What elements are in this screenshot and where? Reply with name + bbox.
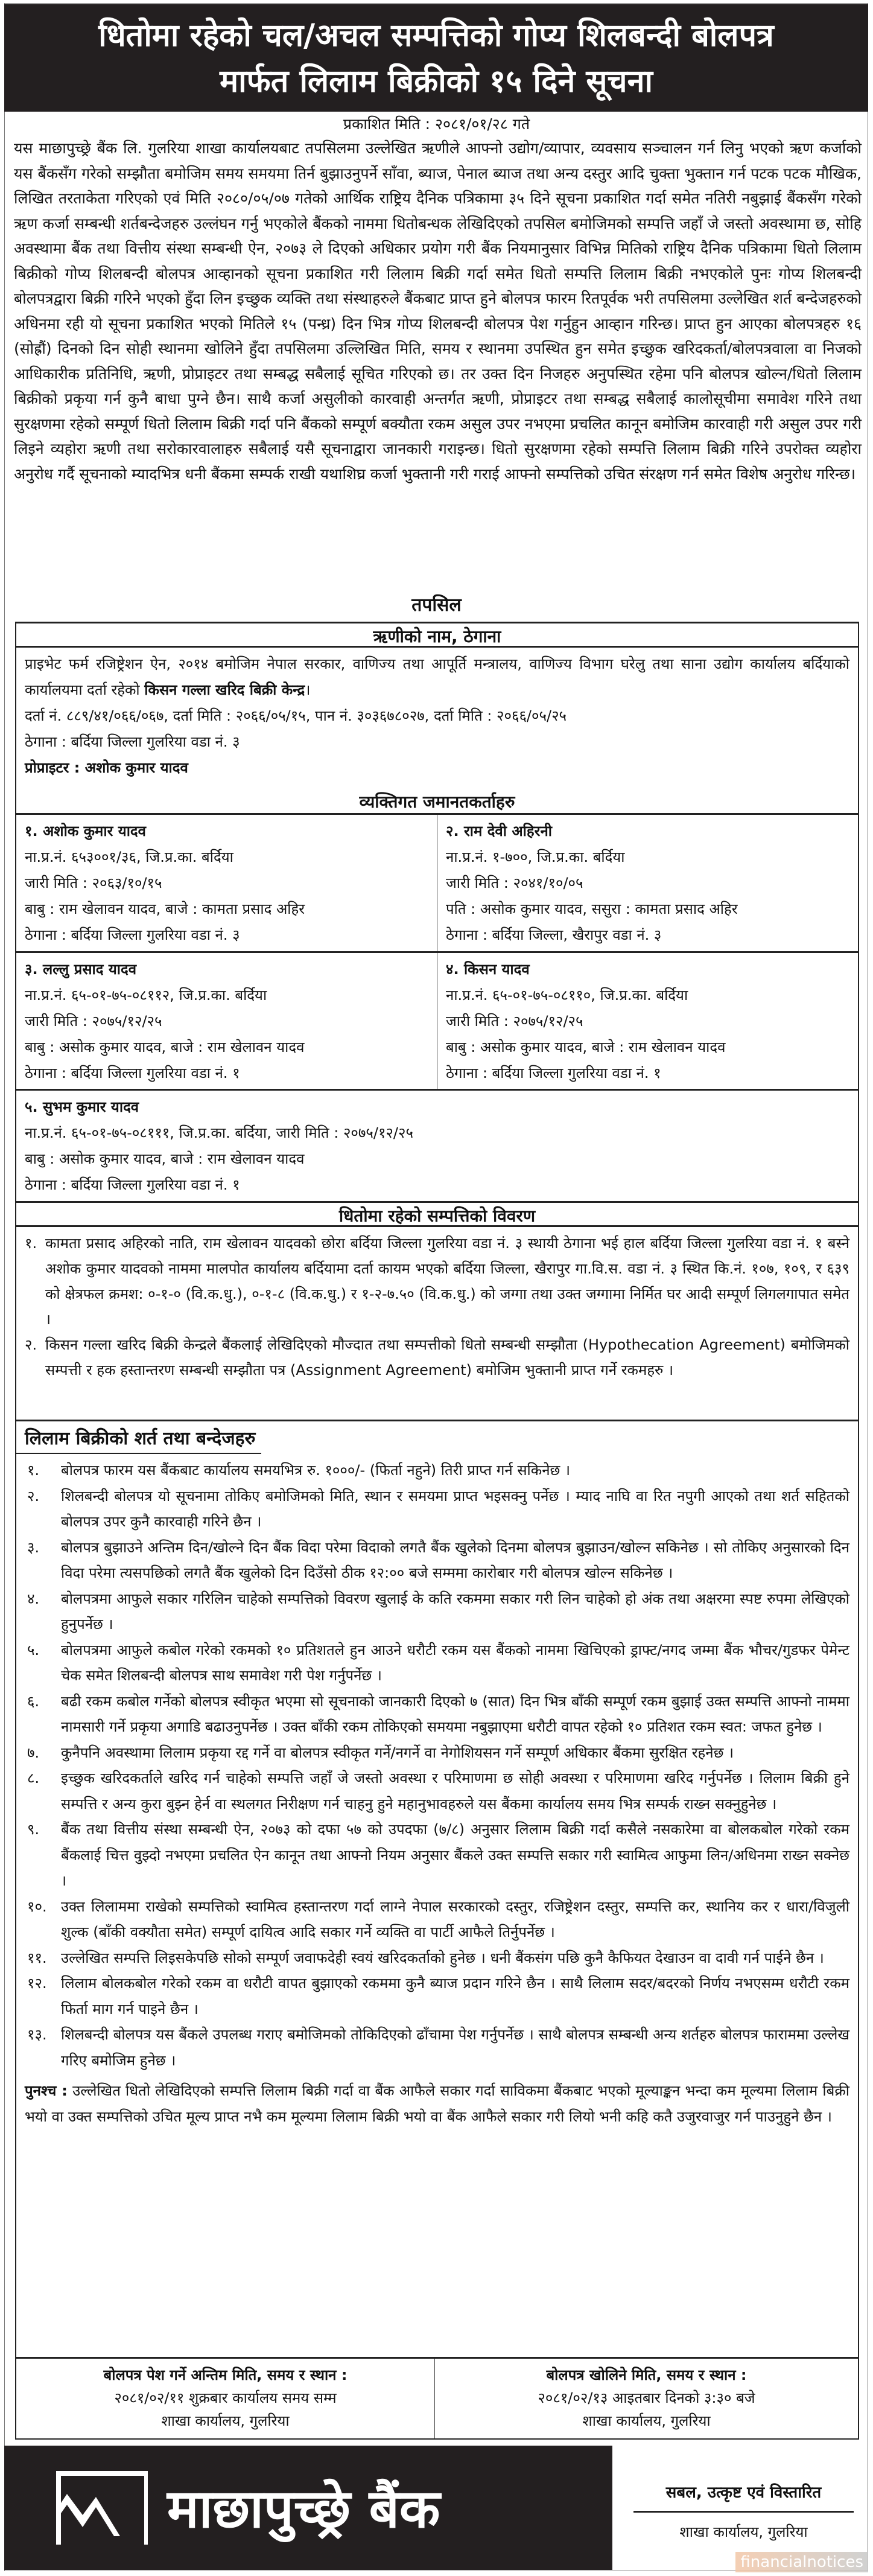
watermark: financialnotices [735,2552,868,2572]
borrower-proprietor: प्रोप्राइटर : अशोक कुमार यादव [25,759,188,776]
conditions-list [16,1454,858,2073]
item-number: ५. [27,1641,40,1659]
bank-brand-band [4,2446,612,2570]
guarantor-line: ना.प्र.नं. १-७००, जि.प्र.का. बर्दिया [446,849,625,866]
guarantor-line: ना.प्र.नं. ६५३००१/३६, जि.प्र.का. बर्दिया [25,849,233,866]
guarantor-5 [16,1089,858,1203]
condition-item [25,1637,849,1689]
condition-item [25,1458,849,1484]
schedule-title: तपसिल [411,595,462,616]
conditions-heading: लिलाम बिक्रीको शर्त तथा बन्देजहरु [16,1421,261,1454]
opening-datetime: २०८१/०२/१३ आइतबार दिनको ३:३० बजे [538,2389,755,2406]
opening-place: शाखा कार्यालय, गुलरिया [582,2412,711,2429]
submission-place: शाखा कार्यालय, गुलरिया [161,2412,290,2429]
item-text: बोलपत्र बुझाउने अन्तिम दिन/खोल्ने दिन बैंक विदा परेमा विदाको लगतै बैंक खुलेको दिनमा बोलपत्र बुझाउन/खोल्न सकिनेछ । सो तोकिए अनुसारको दिन विदा परेमा त्यसपछिको लगतै बैंक खुलेको दिन दिउँसो ठीक १२:०० बजे सम्ममा कारोबार गरी बोलपत्र खोल्न सकिनेछ । [61,1538,849,1581]
guarantor-line: पति : असोक कुमार यादव, ससुरा : कामता प्रसाद अहिर [446,901,738,917]
guarantor-line: ना.प्र.नं. ६५-०१-७५-०८११२, जि.प्र.का. बर्दिया [25,987,267,1004]
item-number: १. [27,1462,40,1479]
guarantor-line: ठेगाना : बर्दिया जिल्ला गुलरिया वडा नं. १ [25,1065,240,1082]
bank-branch: शाखा कार्यालय, गुलरिया [679,2523,808,2540]
guarantor-line: ठेगाना : बर्दिया जिल्ला गुलरिया वडा नं. ३ [25,926,240,943]
borrower-description-text: प्राइभेट फर्म रजिष्ट्रेशन ऐन, २०१४ बमोजिम नेपाल सरकार, वाणिज्य तथा आपूर्ति मन्त्रालय, वाणिज्य विभाग घरेलु तथा साना उद्योग कार्यालय बर्दियाको कार्यालयमा दर्ता रहेको [25,655,849,698]
submission-datetime: २०८१/०२/११ शुक्रबार कार्यालय समय सम्म [114,2389,337,2406]
property-section [15,1201,859,1420]
condition-item [25,1894,849,1945]
condition-item [25,1535,849,1586]
item-text: लिलाम बोलकबोल गरेको रकम वा धरौटी वापत बुझाएको रकममा कुनै ब्याज प्रदान गरिने छैन । साथै लिलाम सदर/बदरको निर्णय नभएसम्म धरौटी रकम फिर्ता माग गर्न पाइने छैन । [61,1975,849,2018]
postscript [16,2073,858,2129]
condition-item [25,1689,849,1740]
condition-item [25,1817,849,1894]
guarantor-line: बाबु : असोक कुमार यादव, बाजे : राम खेलावन यादव [25,1039,305,1056]
bid-schedule [15,2357,859,2440]
item-text: कुनैपनि अवस्थामा लिलाम प्रकृया रद्द गर्ने वा बोलपत्र स्वीकृत गर्ने/नगर्ने वा नेगोशियसन गर्ने सम्पूर्ण अधिकार बैंकमा सुरक्षित रहनेछ । [61,1744,734,1761]
guarantor-name: २. राम देवी अहिरनी [446,823,552,840]
item-number: २. [27,1487,40,1505]
borrower-details [16,648,858,785]
borrower-registration: दर्ता नं. ८८९/४१/०६६/०६७, दर्ता मिति : २०६६/०५/१५, पान नं. ३०३६७८०२७, दर्ता मिति : २०६६/०५/२५ [25,707,567,724]
guarantor-line: जारी मिति : २०४१/१०/०५ [446,875,583,891]
opening-heading: बोलपत्र खोलिने मिति, समय र स्थान : [546,2367,747,2383]
notice-header [4,4,868,112]
borrower-section [15,622,859,789]
conditions-section [15,1420,859,2357]
item-text: बोलपत्र फारम यस बैंकबाट कार्यालय समयभित्र रु. १०००/- (फिर्ता नहुने) तिरी प्राप्त गर्न सकिनेछ । [61,1462,571,1479]
guarantor-row [16,815,858,951]
guarantor-name: १. अशोक कुमार यादव [25,823,147,840]
item-number: ८. [27,1770,40,1787]
postscript-label: पुनश्च : [25,2082,68,2099]
item-number: १२. [27,1975,47,1992]
mountain-icon [54,2470,150,2548]
guarantor-line: ठेगाना : बर्दिया जिल्ला, खैरापुर वडा नं. ३ [446,926,662,943]
guarantor-row [16,951,858,1089]
item-number: ११. [27,1949,47,1966]
property-item [25,1332,849,1383]
borrower-address: ठेगाना : बर्दिया जिल्ला गुलरिया वडा नं. ३ [25,733,240,750]
item-number: १. [25,1235,37,1252]
item-text: बोलपत्रमा आफुले कबोल गरेको रकमको १० प्रतिशतले हुन आउने धरौटी रकम यस बैंकको नाममा खिचिएको ड्राफ्ट/नगद जम्मा बैंक भौचर/गुडफर पेमेन्ट चेक समेत शिलबन्दी बोलपत्र साथ समावेश गरी पेश गर्नुपर्नेछ । [61,1641,849,1684]
guarantor-line: जारी मिति : २०७५/१२/२५ [446,1013,583,1030]
bank-tagline: सबल, उत्कृष्ट एवं विस्तारित [633,2481,854,2513]
title-line-1: धितोमा रहेको चल/अचल सम्पत्तिको गोप्य शिलबन्दी बोलपत्र [98,18,774,54]
guarantor-line: जारी मिति : २०६३/१०/१५ [25,875,162,891]
condition-item [25,1740,849,1766]
guarantors-heading: व्यक्तिगत जमानतकर्ताहरु [16,789,858,815]
item-text: किसन गल्ला खरिद बिक्री केन्द्रले बैंकलाई लेखिदिएको मौज्दात तथा सम्पत्तीको धितो सम्बन्धी सम्झौता (Hypothecation Agreement) बमोजिमको सम्पत्ती र हक हस्तान्तरण सम्बन्धी सम्झौता पत्र (Assignment Agreement) बमोजिम भुक्तानी प्राप्त गर्ने रकमहरु । [45,1336,849,1379]
submission-heading: बोलपत्र पेश गर्ने अन्तिम मिति, समय र स्थान : [103,2367,348,2383]
item-number: ६. [27,1692,40,1710]
guarantor-1 [16,815,437,951]
guarantor-3 [16,953,437,1089]
item-number: ३. [27,1538,40,1556]
property-list [16,1227,858,1386]
published-date: प्रकाशित मिति : २०८१/०१/२८ गते [343,115,530,133]
guarantor-2 [437,815,858,951]
borrower-heading: ऋणीको नाम, ठेगाना [16,622,858,648]
submission-deadline [16,2359,435,2438]
item-text: कामता प्रसाद अहिरको नाति, राम खेलावन यादवको छोरा बर्दिया जिल्ला गुलरिया वडा नं. ३ स्थायी ठेगाना भई हाल बर्दिया जिल्ला गुलरिया वडा नं. १ बस्ने अशोक कुमार यादवको नाममा मालपोत कार्यालय बर्दियामा दर्ता कायम भएको बर्दिया जिल्ला, खैरापुर गा.वि.स. वडा नं. ३ स्थित कि.नं. १०७, १०९, र ६३९ को क्षेत्रफल क्रमश: ०-१-० (वि.क.धु.), ०-१-८ (वि.क.धु.) र १-२-७.५० (वि.क.धु.) को जग्गा तथा उक्त जग्गामा निर्मित घर आदी सम्पूर्ण लिगलगापात समेत । [45,1235,849,1328]
bank-name: माछापुच्छ्रे बैंक [167,2478,440,2540]
condition-item [25,1765,849,1817]
item-number: १३. [27,2026,47,2043]
condition-item [25,2022,849,2073]
intro-paragraph: यस माछापुच्छ्रे बैंक लि. गुलरिया शाखा कार्यालयबाट तपसिलमा उल्लेखित ऋणीले आफ्नो उद्योग/व्यापार, व्यवसाय सञ्चालन गर्न लिनु भएको ऋण कर्जाको यस बैंकसँग गरेको सम्झौता बमोजिम समय समयमा तिर्न बुझाउनुपर्ने साँवा, ब्याज, पेनाल ब्याज तथा अन्य दस्तुर आदि चुक्ता भुक्तान गर्न पटक पटक मौखिक, लिखित तरताकेता गरिएको एवं मिति २०८०/०५/०७ गतेको आर्थिक राष्ट्रिय दैनिक पत्रिकामा ३५ दिने सूचना प्रकाशित गर्दा समेत नतिरी नबुझाई बैंकसँग गरेको ऋण कर्जा सम्बन्धी शर्तबन्देजहरु उल्लंघन गर्नु भएकोले बैंकको नाममा धितोबन्धक लेखिदिएको तपसिल बमोजिमको सम्पत्ति जहाँ जे जस्तो अवस्थामा छ, सोहि अवस्थामा बैंक तथा वित्तीय संस्था सम्बन्धी ऐन, २०७३ ले दिएको अधिकार प्रयोग गरी बैंक नियमानुसार विभिन्न मितिको राष्ट्रिय दैनिक पत्रिकामा धितो लिलाम बिक्रीको गोप्य शिलबन्दी बोलपत्र आव्हानको सूचना प्रकाशित गरी लिलाम बिक्री गर्दा समेत धितो सम्पत्ति लिलाम बिक्री नभएकोले पुनः गोप्य शिलबन्दी बोलपत्रद्वारा बिक्री गरिने भएको हुँदा लिन इच्छुक व्यक्ति तथा संस्थाहरुले बैंकबाट प्राप्त हुने बोलपत्र फारम रितपूर्वक भरी तपसिलमा उल्लेखित शर्त बन्देजहरुको अधिनमा रही यो सूचना प्रकाशित भएको मितिले १५ (पन्ध्र) दिन भित्र गोप्य शिलबन्दी बोलपत्र पेश गर्नुहुन आव्हान गरिन्छ। प्राप्त हुन आएका बोलपत्रहरु १६ (सोह्रौं) दिनको दिन सोही स्थानमा खोलिने हुँदा तपसिलमा उल्लिखित मिति, समय र स्थानमा उपस्थित हुन समेत इच्छुक खरिदकर्ता/बोलपत्रवाला वा निजको आधिकारीक प्रतिनिधि, ऋणी, प्रोप्राइटर तथा सम्बद्ध सबैलाई सूचित गरिएको छ। तर उक्त दिन निजहरु अनुपस्थित रहेमा पनि बोलपत्र खोल्न/धितो लिलाम बिक्रीको प्रकृया गर्न कुनै बाधा पुग्ने छैन। साथै कर्जा असुलीको कारवाही अन्तर्गत ऋणी, प्रोप्राइटर तथा सम्बद्ध सबैलाई कालोसूचीमा समावेश गरिने तथा सुरक्षणमा रहेको सम्पूर्ण धितो लिलाम बिक्री गर्दा पनि बैंकको सम्पूर्ण बक्यौता रकम असुल उपर नभएमा प्रचलित कानून बमोजिम कारवाही गरी असुल उपर गरी लिइने व्यहोरा ऋणी तथा सरोकारवालाहरु सबैलाई यसै सूचनाद्वारा जानकारी गराइन्छ। धितो सुरक्षणमा रहेको सम्पत्ति लिलाम बिक्री गरिने उपरोक्त व्यहोरा अनुरोध गर्दै सूचनाको म्यादभित्र धनी बैंकमा सम्पर्क राखी यथाशिघ्र कर्जा भुक्तानी गरी गराई आफ्नो सम्पत्तिको उचित संरक्षण गर्न समेत विशेष अनुरोध गरिन्छ। [14,139,862,483]
item-text: बोलपत्रमा आफुले सकार गरिलिन चाहेको सम्पत्तिको विवरण खुलाई के कति रकममा सकार गरी लिन चाहेको हो अंक तथा अक्षरमा स्पष्ट रुपमा लेखिएको हुनुपर्नेछ । [61,1590,849,1633]
item-number: ९. [27,1821,40,1838]
item-text: बैंक तथा वित्तीय संस्था सम्बन्धी ऐन, २०७३ को दफा ५७ को उपदफा (७/८) अनुसार लिलाम बिक्री गर्दा कसैले नसकारेमा वा बोलकबोल गरेको रकम बैंकलाई चित्त वुझ्दो नभएमा प्रचलित ऐन कानून तथा आफ्नो नियम अनुसार बैंकले उक्त सम्पत्ति सकार गरी स्वामित्व आफुमा लिन/अधिनमा राख्न सक्नेछ । [61,1821,849,1889]
item-text: बढी रकम कबोल गर्नेको बोलपत्र स्वीकृत भएमा सो सूचनाको जानकारी दिएको ७ (सात) दिन भित्र बाँकी सम्पूर्ण रकम बुझाई उक्त सम्पत्ति आफ्नो नाममा नामसारी गर्ने प्रकृया अगाडि बढाउनुपर्नेछ । उक्त बाँकी रकम तोकिएको समयमा नबुझाएमा धरौटी वापत रहेको १० प्रतिशत रकम स्वत: जफत हुनेछ । [61,1692,849,1735]
guarantor-name: ३. लल्लु प्रसाद यादव [25,961,137,978]
title-line-2: मार्फत लिलाम बिक्रीको १५ दिने सूचना [220,63,653,100]
property-heading: धितोमा रहेको सम्पत्तिको विवरण [16,1201,858,1227]
item-text: उक्त लिलाममा राखेको सम्पत्तिको स्वामित्व हस्तान्तरण गर्दा लाग्ने नेपाल सरकारको दस्तुर, रजिष्ट्रेशन दस्तुर, सम्पत्ति कर, स्थानिय कर र धारा/विजुली शुल्क (बाँकी वक्यौता समेत) सम्पूर्ण दायित्व आदि सकार गर्ने व्यक्ति वा पार्टी आफैले तिर्नुपर्नेछ । [61,1898,849,1940]
guarantor-line: बाबु : असोक कुमार यादव, बाजे : राम खेलावन यादव [25,1150,305,1167]
guarantor-line: बाबु : असोक कुमार यादव, बाजे : राम खेलावन यादव [446,1039,726,1056]
guarantor-line: बाबु : राम खेलावन यादव, बाजे : कामता प्रसाद अहिर [25,901,305,917]
condition-item [25,1945,849,1971]
end-mark: । [305,681,311,698]
guarantor-line: ठेगाना : बर्दिया जिल्ला गुलरिया वडा नं. १ [25,1176,240,1193]
postscript-text: उल्लेखित धितो लेखिदिएको सम्पत्ति लिलाम बिक्री गर्दा वा बैंक आफैले सकार गर्दा साविकमा बैंकबाट भएको मूल्याङ्कन भन्दा कम मूल्यमा लिलाम बिक्री भयो वा उक्त सम्पत्तिको उचित मूल्य प्राप्त नभै कम मूल्यमा लिलाम बिक्री भयो वा बैंक आफैले सकार गरी लियो भनी कहि कतै उजुरवाजुर गर्न पाउनुहुने छैन । [25,2082,849,2125]
guarantor-line: जारी मिति : २०७५/१२/२५ [25,1013,162,1030]
guarantors-section [15,789,859,1201]
item-text: शिलबन्दी बोलपत्र यो सूचनामा तोकिए बमोजिमको मिति, स्थान र समयमा प्राप्त भइसक्नु पर्नेछ । म्याद नाघि वा रित नपुगी आएको तथा शर्त सहितको बोलपत्र उपर कुनै कारवाही गरिने छैन । [61,1487,849,1530]
item-text: शिलबन्दी बोलपत्र यस बैंकले उपलब्ध गराए बमोजिमको तोकिदिएको ढाँचामा पेश गर्नुपर्नेछ । साथै बोलपत्र सम्बन्धी अन्य शर्तहरु बोलपत्र फाराममा उल्लेख गरिए बमोजिम हुनेछ । [61,2026,849,2069]
guarantor-line: ना.प्र.नं. ६५-०१-७५-०८१११, जि.प्र.का. बर्दिया, जारी मिति : २०७५/१२/२५ [25,1124,413,1141]
item-text: इच्छुक खरिदकर्ताले खरिद गर्न चाहेको सम्पत्ति जहाँ जे जस्तो अवस्था र परिमाणमा छ सोही अवस्था र परिमाणमा खरिद गर्नुपर्नेछ । लिलाम बिक्री हुने सम्पत्ति र अन्य कुरा बुझ्न हेर्न वा स्थलगत निरीक्षण गर्न चाहनु हुने महानुभावहरुले यस बैंकमा कार्यालय समय भित्र सम्पर्क राख्न सक्नुहुनेछ । [61,1770,849,1812]
borrower-description [25,651,849,703]
item-number: ४. [27,1590,40,1607]
guarantor-line: ना.प्र.नं. ६५-०१-७५-०८११०, जि.प्र.का. बर्दिया [446,987,688,1004]
condition-item [25,1586,849,1637]
guarantor-name: ४. किसन यादव [446,961,530,978]
item-number: २. [25,1336,37,1353]
property-item [25,1231,849,1332]
opening-schedule [435,2359,858,2438]
item-number: ७. [27,1744,40,1761]
condition-item [25,1484,849,1535]
item-text: उल्लेखित सम्पत्ति लिइसकेपछि सोको सम्पूर्ण जवाफदेही स्वयं खरिदकर्ताको हुनेछ । धनी बैंकसंग पछि कुनै कैफियत देखाउन वा दावी गर्न पाईने छैन । [61,1949,824,1966]
bank-tagline-block [633,2481,854,2544]
condition-item [25,1971,849,2022]
guarantor-line: ठेगाना : बर्दिया जिल्ला गुलरिया वडा नं. १ [446,1065,661,1082]
firm-name: किसन गल्ला खरिद बिक्री केन्द्र [144,681,305,698]
item-number: १०. [27,1898,47,1915]
guarantor-name: ५. सुभम कुमार यादव [25,1098,139,1115]
guarantor-4 [437,953,858,1089]
